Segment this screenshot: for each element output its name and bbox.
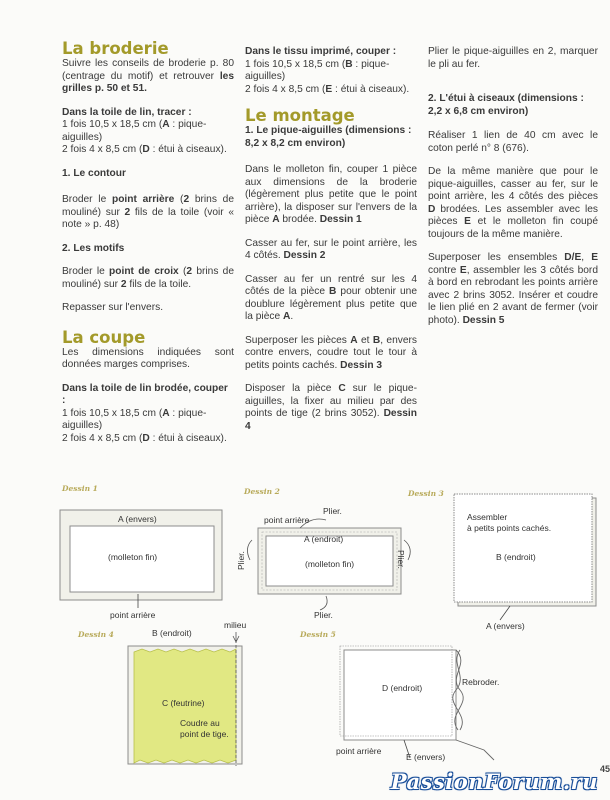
dessin-4-tag: Dessin 4: [78, 630, 114, 639]
d5-label-point-arriere: point arrière: [336, 746, 382, 756]
etui-step-1: Réaliser 1 lien de 40 cm avec le coton perlé n° 8 (676).: [428, 130, 598, 154]
montage-step-5: Disposer la pièce C sur le pique-aiguilles, la fixer au milieu par des points de tige (2 brins 3052). Dessin 4: [245, 383, 417, 432]
tissu-imprime-title: Dans le tissu imprimé, couper :: [245, 46, 397, 57]
montage-step-1: Dans le molleton fin, couper 1 pièce aux dimensions de la broderie (légèrement plus petite que le point arrière), la disposer sur l'envers de la pièce A brodée. Dessin 1: [245, 164, 417, 225]
step-motifs-title: 2. Les motifs: [62, 242, 125, 254]
pique-aiguilles-title: 1. Le pique-aiguilles (dimensions : 8,2 x 8,2 cm environ): [245, 125, 412, 149]
d1-label-molleton: (molleton fin): [108, 552, 158, 562]
d2-label-molleton: (molleton fin): [305, 559, 355, 569]
d5-label-e-envers: E (envers): [406, 752, 446, 762]
d1-label-a-envers: A (envers): [118, 514, 157, 524]
section-title-montage: Le montage: [245, 106, 355, 125]
dessin-5-tag: Dessin 5: [300, 630, 336, 639]
d2-label-point-arriere: point arrière: [264, 515, 310, 525]
d4-label-coudre: Coudre au point de tige.: [180, 718, 229, 739]
repasser-text: Repasser sur l'envers.: [62, 302, 164, 313]
tissu-imprime-block: Dans le tissu imprimé, couper : 1 fois 10,5 x 18,5 cm (B : pique-aiguilles) 2 fois 4 x 8,5 cm (E : étui à ciseaux).: [245, 46, 410, 95]
step-contour-text: Broder le point arrière (2 brins de mouliné) sur 2 fils de la toile (voir « note » p. 48): [62, 194, 234, 230]
d2-label-plier-bottom: Plier.: [314, 610, 333, 620]
etui-step-3: Superposer les ensembles D/E, E contre E, assembler les 3 côtés bord à bord en rebrodant les points arrière avec 2 brins 3052. Insérer et coudre le lien plié en 2 avant de fermer (voir photo). Dessin 5: [428, 252, 598, 326]
d2-arrow-left: [247, 540, 252, 560]
montage-step-4: Superposer les pièces A et B, envers contre envers, coudre tout le tour à petits points cachés. Dessin 3: [245, 334, 417, 371]
watermark: PassionForum.ru: [390, 769, 598, 794]
d4-label-milieu: milieu: [224, 620, 247, 630]
d3-piece-b: [454, 494, 592, 602]
montage-step-2: Casser au fer, sur le point arrière, les 4 côtés. Dessin 2: [245, 237, 417, 261]
toile-brodee-block: Dans la toile de lin brodée, couper : 1 fois 10,5 x 18,5 cm (A : pique-aiguilles) 2 fois 4 x 8,5 cm (D : étui à ciseaux).: [62, 382, 228, 444]
d2-label-plier-right: Plier.: [396, 550, 406, 569]
d2-label-a-endroit: A (endroit): [304, 534, 344, 544]
d2-label-plier-top: Plier.: [323, 506, 342, 516]
broderie-intro: Suivre les conseils de broderie p. 80 (centrage du motif) et retrouver les grilles p. 50 et 51.: [62, 58, 234, 94]
d3-leader: [500, 606, 510, 620]
d5-label-d-endroit: D (endroit): [382, 683, 423, 693]
d3-label-b-endroit: B (endroit): [496, 552, 536, 562]
etui-step-2: De la même manière que pour le pique-aiguilles, casser au fer, sur le point arrière, les 4 côtés des pièces D brodées. Les assembler avec les pièces E et le molleton fin coupé toujours de la même manière.: [428, 166, 598, 240]
plier-text: Plier le pique-aiguilles en 2, marquer le pli au fer.: [428, 46, 598, 70]
dessin-3-tag: Dessin 3: [408, 489, 444, 498]
d2-label-plier-left: Plier.: [236, 551, 246, 570]
d1-label-point-arriere: point arrière: [110, 610, 156, 620]
section-title-broderie: La broderie: [62, 39, 169, 58]
toile-lin-block: Dans la toile de lin, tracer : 1 fois 10,5 x 18,5 cm (A : pique-aiguilles) 2 fois 4 x 8,5 cm (D : étui à ciseaux).: [62, 106, 227, 155]
step-motifs-text: Broder le point de croix (2 brins de mouliné) sur 2 fils de la toile.: [62, 266, 235, 290]
d4-label-b-endroit: B (endroit): [152, 628, 192, 638]
d4-label-c-feutrine: C (feutrine): [162, 698, 205, 708]
dessin-2-tag: Dessin 2: [244, 487, 280, 496]
toile-lin-title: Dans la toile de lin, tracer :: [62, 106, 192, 118]
d3-label-a-envers: A (envers): [486, 621, 525, 631]
d2-arrow-bottom: [320, 596, 327, 610]
section-title-coupe: La coupe: [62, 327, 146, 347]
diagram-5: [340, 646, 494, 760]
etui-ciseaux-title: 2. L'étui à ciseaux (dimensions : 2,2 x 6,8 cm environ): [428, 93, 584, 117]
d3-label-assembler: Assembler à petits points cachés.: [467, 512, 552, 533]
d5-cord-tail: [456, 740, 494, 760]
step-contour-title: 1. Le contour: [62, 167, 126, 179]
toile-brodee-title: Dans la toile de lin brodée, couper :: [62, 382, 228, 406]
page-number: 45: [599, 764, 610, 774]
dessin-1-tag: Dessin 1: [62, 484, 98, 493]
d5-piece-d: [344, 650, 456, 740]
coupe-intro: Les dimensions indiquées sont données marges comprises.: [62, 346, 234, 370]
d5-label-rebroder: Rebroder.: [462, 677, 500, 687]
montage-step-3: Casser au fer un rentré sur les 4 côtés de la pièce B pour obtenir une doublure légèrement plus petite que la pièce A.: [245, 273, 417, 322]
